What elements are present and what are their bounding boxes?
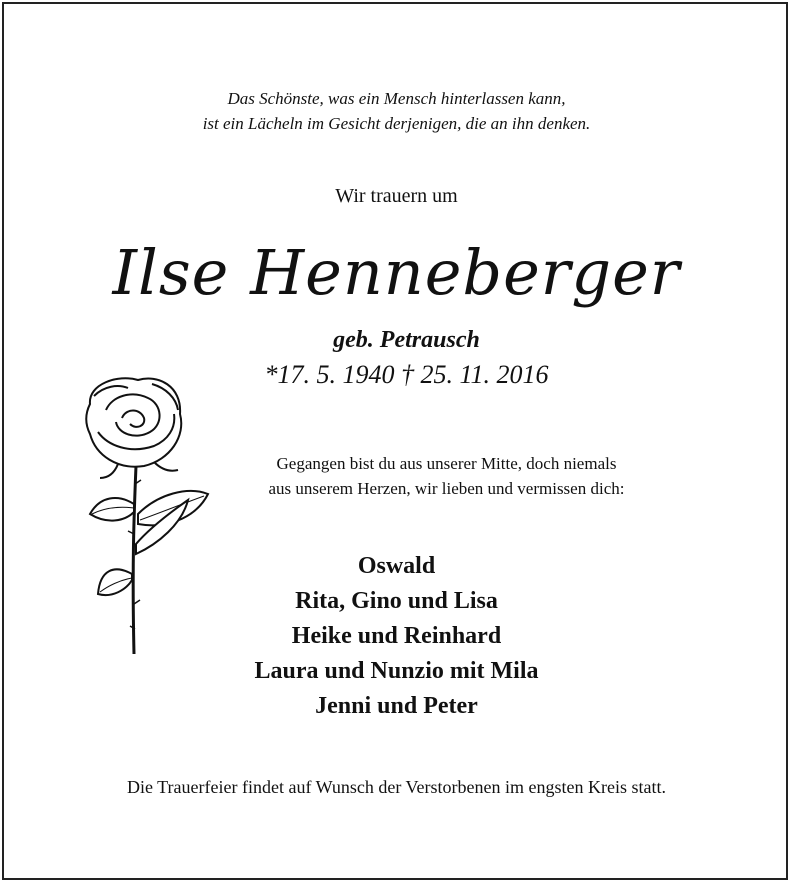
funeral-notice: Die Trauerfeier findet auf Wunsch der Verstorbenen im engsten Kreis statt. bbox=[127, 777, 666, 797]
verse-line-2: aus unserem Herzen, wir lieben und vermissen dich: bbox=[268, 479, 625, 498]
quote-line-2: ist ein Lächeln im Gesicht derjenigen, die an ihn denken. bbox=[202, 114, 591, 133]
memorial-quote bbox=[0, 86, 793, 136]
life-dates: *17. 5. 1940 † 25. 11. 2016 bbox=[264, 360, 549, 389]
maiden-name: geb. Petrausch bbox=[333, 327, 480, 353]
mourner-2: Rita, Gino und Lisa bbox=[295, 588, 498, 614]
verse bbox=[150, 451, 743, 501]
quote-line-1: Das Schönste, was ein Mensch hinterlassen kann, bbox=[227, 89, 566, 108]
mourner-5: Jenni und Peter bbox=[315, 693, 478, 719]
verse-line-1: Gegangen bist du aus unserer Mitte, doch niemals bbox=[276, 454, 617, 473]
mourner-1: Oswald bbox=[357, 553, 436, 579]
mourner-4: Laura und Nunzio mit Mila bbox=[254, 658, 539, 684]
intro-text: Wir trauern um bbox=[335, 185, 458, 207]
mourner-3: Heike und Reinhard bbox=[291, 623, 502, 649]
deceased-name: Ilse Henneberger bbox=[112, 236, 681, 309]
mourners-list bbox=[0, 549, 793, 724]
